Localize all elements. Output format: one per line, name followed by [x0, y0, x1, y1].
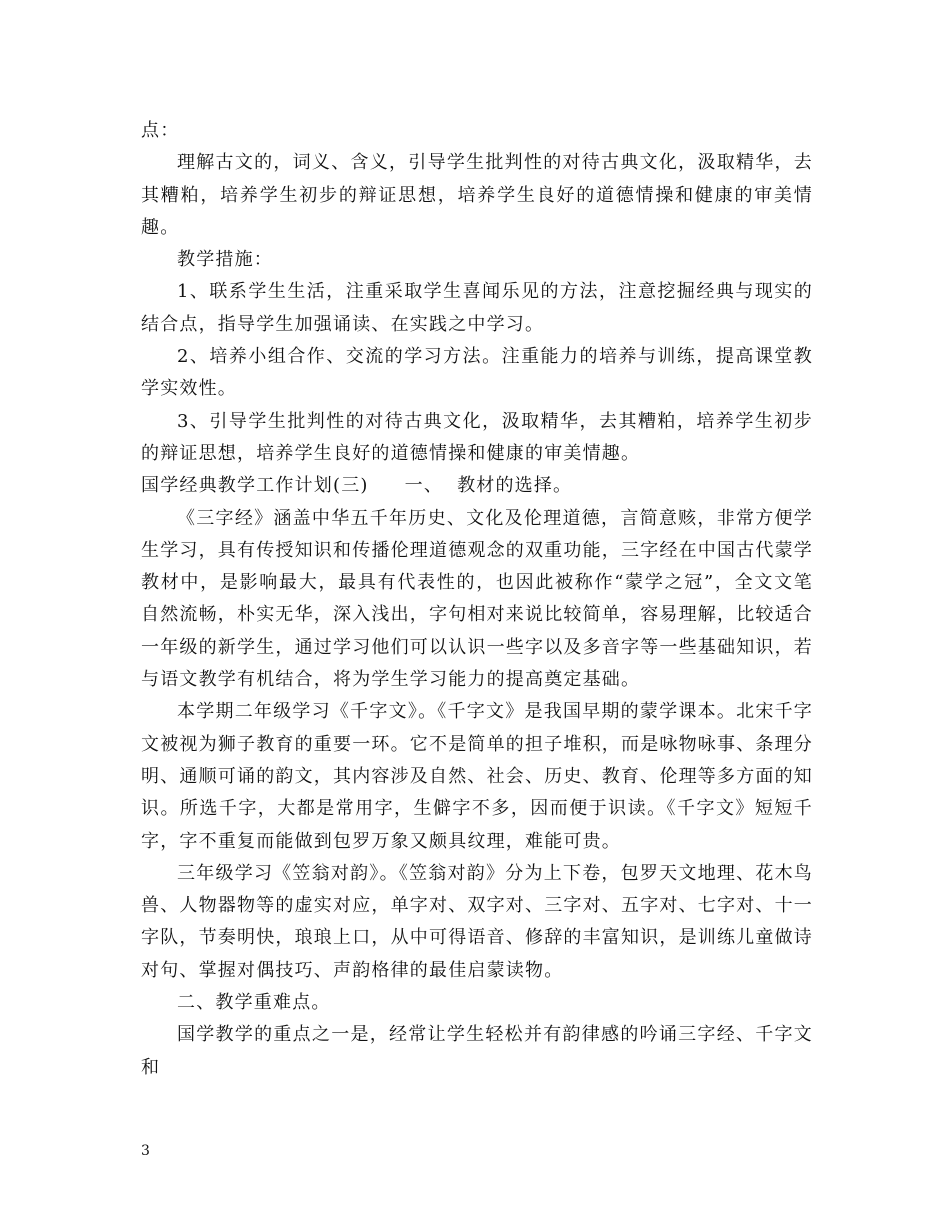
paragraph-measure-2: 2、培养小组合作、交流的学习方法。注重能力的培养与训练，提高课堂教学实效性。	[141, 346, 813, 400]
paragraph-measures-heading: 教学措施：	[177, 249, 273, 271]
paragraph-qianziwen: 本学期二年级学习《千字文》。《千字文》是我国早期的蒙学课本。北宋千字文被视为狮子教育的重要一环。它不是简单的担子堆积，而是咏物咏事、条理分明、通顺可诵的韵文，其内容涉及自然、社会、历史、教育、伦理等多方面的知识。所选千字，大都是常用字，生僻字不多，因而便于识读。《千字文》短短千字，字不重复而能做到包罗万象又颇具纹理，难能可贵。	[141, 701, 813, 852]
paragraph-key-points: 国学教学的重点之一是，经常让学生轻松并有韵律感的吟诵三字经、千字文和	[141, 1024, 813, 1078]
paragraph-continuation: 点：	[141, 120, 180, 141]
section-title: 国学经典教学工作计划(三)	[141, 475, 369, 497]
section-subtitle: 教材的选择。	[457, 475, 573, 497]
paragraph-measure-3: 3、引导学生批判性的对待古典文化，汲取精华，去其糟粕，培养学生初步的辩证思想，培养学生良好的道德情操和健康的审美情趣。	[141, 410, 813, 464]
paragraph-goals: 理解古文的，词义、含义，引导学生批判性的对待古典文化，汲取精华，去其糟粕，培养学生初步的辩证思想，培养学生良好的道德情操和健康的审美情趣。	[141, 152, 813, 238]
section-number: 一、	[404, 475, 444, 497]
paragraph-key-points-heading: 二、教学重难点。	[177, 992, 331, 1014]
page-number: 3	[141, 1143, 150, 1159]
paragraph-measure-1: 1、联系学生生活，注重采取学生喜闻乐见的方法，注意挖掘经典与现实的结合点，指导学生加强诵读、在实践之中学习。	[141, 281, 813, 335]
document-body	[141, 115, 813, 1084]
paragraph-liwengduiyun: 三年级学习《笠翁对韵》。《笠翁对韵》分为上下卷，包罗天文地理、花木鸟兽、人物器物等的虚实对应，单字对、双字对、三字对、五字对、七字对、十一字队，节奏明快，琅琅上口，从中可得语音、修辞的丰富知识，是训练儿童做诗对句、掌握对偶技巧、声韵格律的最佳启蒙读物。	[141, 862, 813, 981]
section-heading	[141, 470, 813, 502]
paragraph-sanzijing: 《三字经》涵盖中华五千年历史、文化及伦理道德，言简意赅，非常方便学生学习，具有传授知识和传播伦理道德观念的双重功能，三字经在中国古代蒙学教材中，是影响最大，最具有代表性的，也因此被称作“蒙学之冠”，全文文笔自然流畅，朴实无华，深入浅出，字句相对来说比较简单，容易理解，比较适合一年级的新学生，通过学习他们可以认识一些字以及多音字等一些基础知识，若与语文教学有机结合，将为学生学习能力的提高奠定基础。	[141, 507, 813, 691]
